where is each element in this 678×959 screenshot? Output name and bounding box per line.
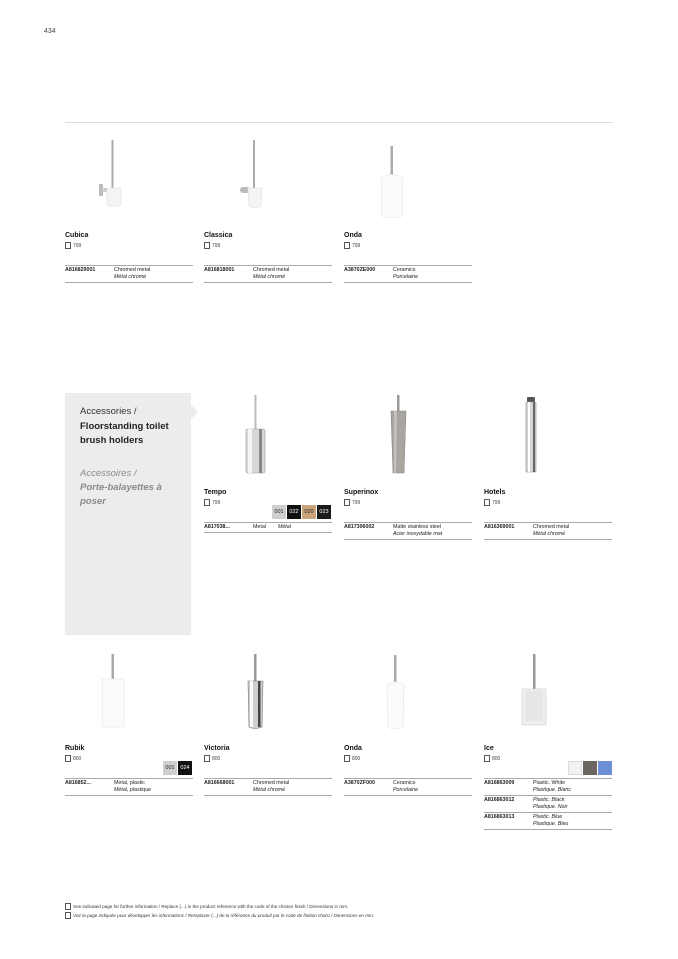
reference-row: A816863012 Plastic. Black Plastique. Noir [484, 796, 612, 813]
product-hotels [484, 393, 612, 543]
tempo-image [204, 393, 332, 483]
document-icon [344, 755, 350, 762]
reference-row: A3870ZF000 Ceramics Porcelaine [344, 779, 472, 796]
swatch-023: 023 [317, 505, 331, 519]
reference-row: A816668001 Chromed metal Métal chromé [204, 779, 332, 796]
reference-table [344, 265, 472, 283]
classica-image [204, 136, 332, 226]
product-name: Classica [204, 232, 233, 239]
reference-row: A816369001 Chromed metal Métal chromé [484, 523, 612, 540]
ice-image [484, 649, 612, 739]
page-ref: 799 [204, 499, 220, 506]
reference-row: A3870ZE000 Ceramics Porcelaine [344, 266, 472, 283]
product-rubik [65, 649, 193, 799]
product-name: Tempo [204, 489, 227, 496]
reference-row: A817038... Metal Métal [204, 523, 332, 533]
reference-table [344, 522, 472, 540]
cubica-image [65, 136, 193, 226]
document-icon [65, 903, 71, 910]
page-ref: 800 [204, 755, 220, 762]
reference-table [204, 265, 332, 283]
reference-table [204, 778, 332, 796]
swatch-white [568, 761, 582, 775]
victoria-image [204, 649, 332, 739]
footer-note-en: See indicated page for further information / Replace (...) in the product reference with the code of the chosen finish / Dimensions in mm. [65, 903, 348, 910]
document-icon [484, 499, 490, 506]
page-ref: 799 [344, 499, 360, 506]
product-name: Hotels [484, 489, 506, 496]
reference-table [204, 522, 332, 533]
swatch-black [583, 761, 597, 775]
reference-table [484, 522, 612, 540]
swatch-022: 022 [287, 505, 301, 519]
reference-row: A816829001 Chromed metal Métal chromé [65, 266, 193, 283]
document-icon [65, 755, 71, 762]
onda-image [344, 649, 472, 739]
reference-table [344, 778, 472, 796]
document-icon [65, 912, 71, 919]
swatch-020: 020 [302, 505, 316, 519]
page-number: 434 [44, 28, 56, 35]
document-icon [65, 242, 71, 249]
hotels-image [484, 393, 612, 483]
product-onda-1 [344, 136, 472, 286]
reference-table [65, 778, 193, 796]
document-icon [344, 242, 350, 249]
superinox-image [344, 393, 472, 483]
document-icon [204, 499, 210, 506]
reference-table [65, 265, 193, 283]
product-name: Cubica [65, 232, 89, 239]
product-name: Superinox [344, 489, 379, 496]
swatch-001: 001 [272, 505, 286, 519]
product-victoria [204, 649, 332, 799]
document-icon [484, 755, 490, 762]
document-icon [344, 499, 350, 506]
section-title-fr: Accessoires / [80, 468, 137, 479]
product-name: Onda [344, 745, 362, 752]
page-ref: 799 [65, 242, 81, 249]
reference-row: A816863013 Plastic. Blue Plastique. Bleu [484, 813, 612, 830]
product-name: Ice [484, 745, 494, 752]
top-divider [65, 122, 613, 123]
product-cubica [65, 136, 193, 286]
page-ref: 799 [484, 499, 500, 506]
document-icon [204, 755, 210, 762]
finish-swatches [163, 761, 192, 775]
product-ice [484, 649, 612, 839]
reference-row: A816852... Metal, plastic Métal, plastique [65, 779, 193, 796]
product-name: Rubik [65, 745, 85, 752]
product-superinox [344, 393, 472, 543]
page-ref: 799 [204, 242, 220, 249]
product-name: Victoria [204, 745, 230, 752]
page-ref: 800 [344, 755, 360, 762]
product-name: Onda [344, 232, 362, 239]
product-classica [204, 136, 332, 286]
finish-swatches [568, 761, 612, 775]
reference-row: A816863009 Plastic. White Plastique. Blanc [484, 779, 612, 796]
swatch-024: 024 [178, 761, 192, 775]
swatch-001: 001 [163, 761, 177, 775]
section-notch [191, 405, 198, 419]
product-onda-2 [344, 649, 472, 799]
section-title-en-bold: Floorstanding toilet brush holders [80, 421, 169, 446]
product-tempo [204, 393, 332, 543]
reference-table [484, 778, 612, 830]
page-ref: 800 [484, 755, 500, 762]
page-ref: 799 [344, 242, 360, 249]
swatch-blue [598, 761, 612, 775]
page-ref: 800 [65, 755, 81, 762]
reference-row: A817306002 Matte stainless steel Acier inoxydable mat [344, 523, 472, 540]
document-icon [204, 242, 210, 249]
reference-row: A816818001 Chromed metal Métal chromé [204, 266, 332, 283]
rubik-image [65, 649, 193, 739]
section-title-en: Accessories / [80, 406, 137, 417]
section-title-fr-bold: Porte-balayettes à poser [80, 482, 162, 507]
onda-image [344, 136, 472, 226]
footer-note-fr: Voir la page indiquée pour développer les informations / Remplacer (...) de la référence du produit par le code de finition choisi / Dimensions en mm. [65, 912, 374, 919]
finish-swatches [272, 505, 331, 519]
